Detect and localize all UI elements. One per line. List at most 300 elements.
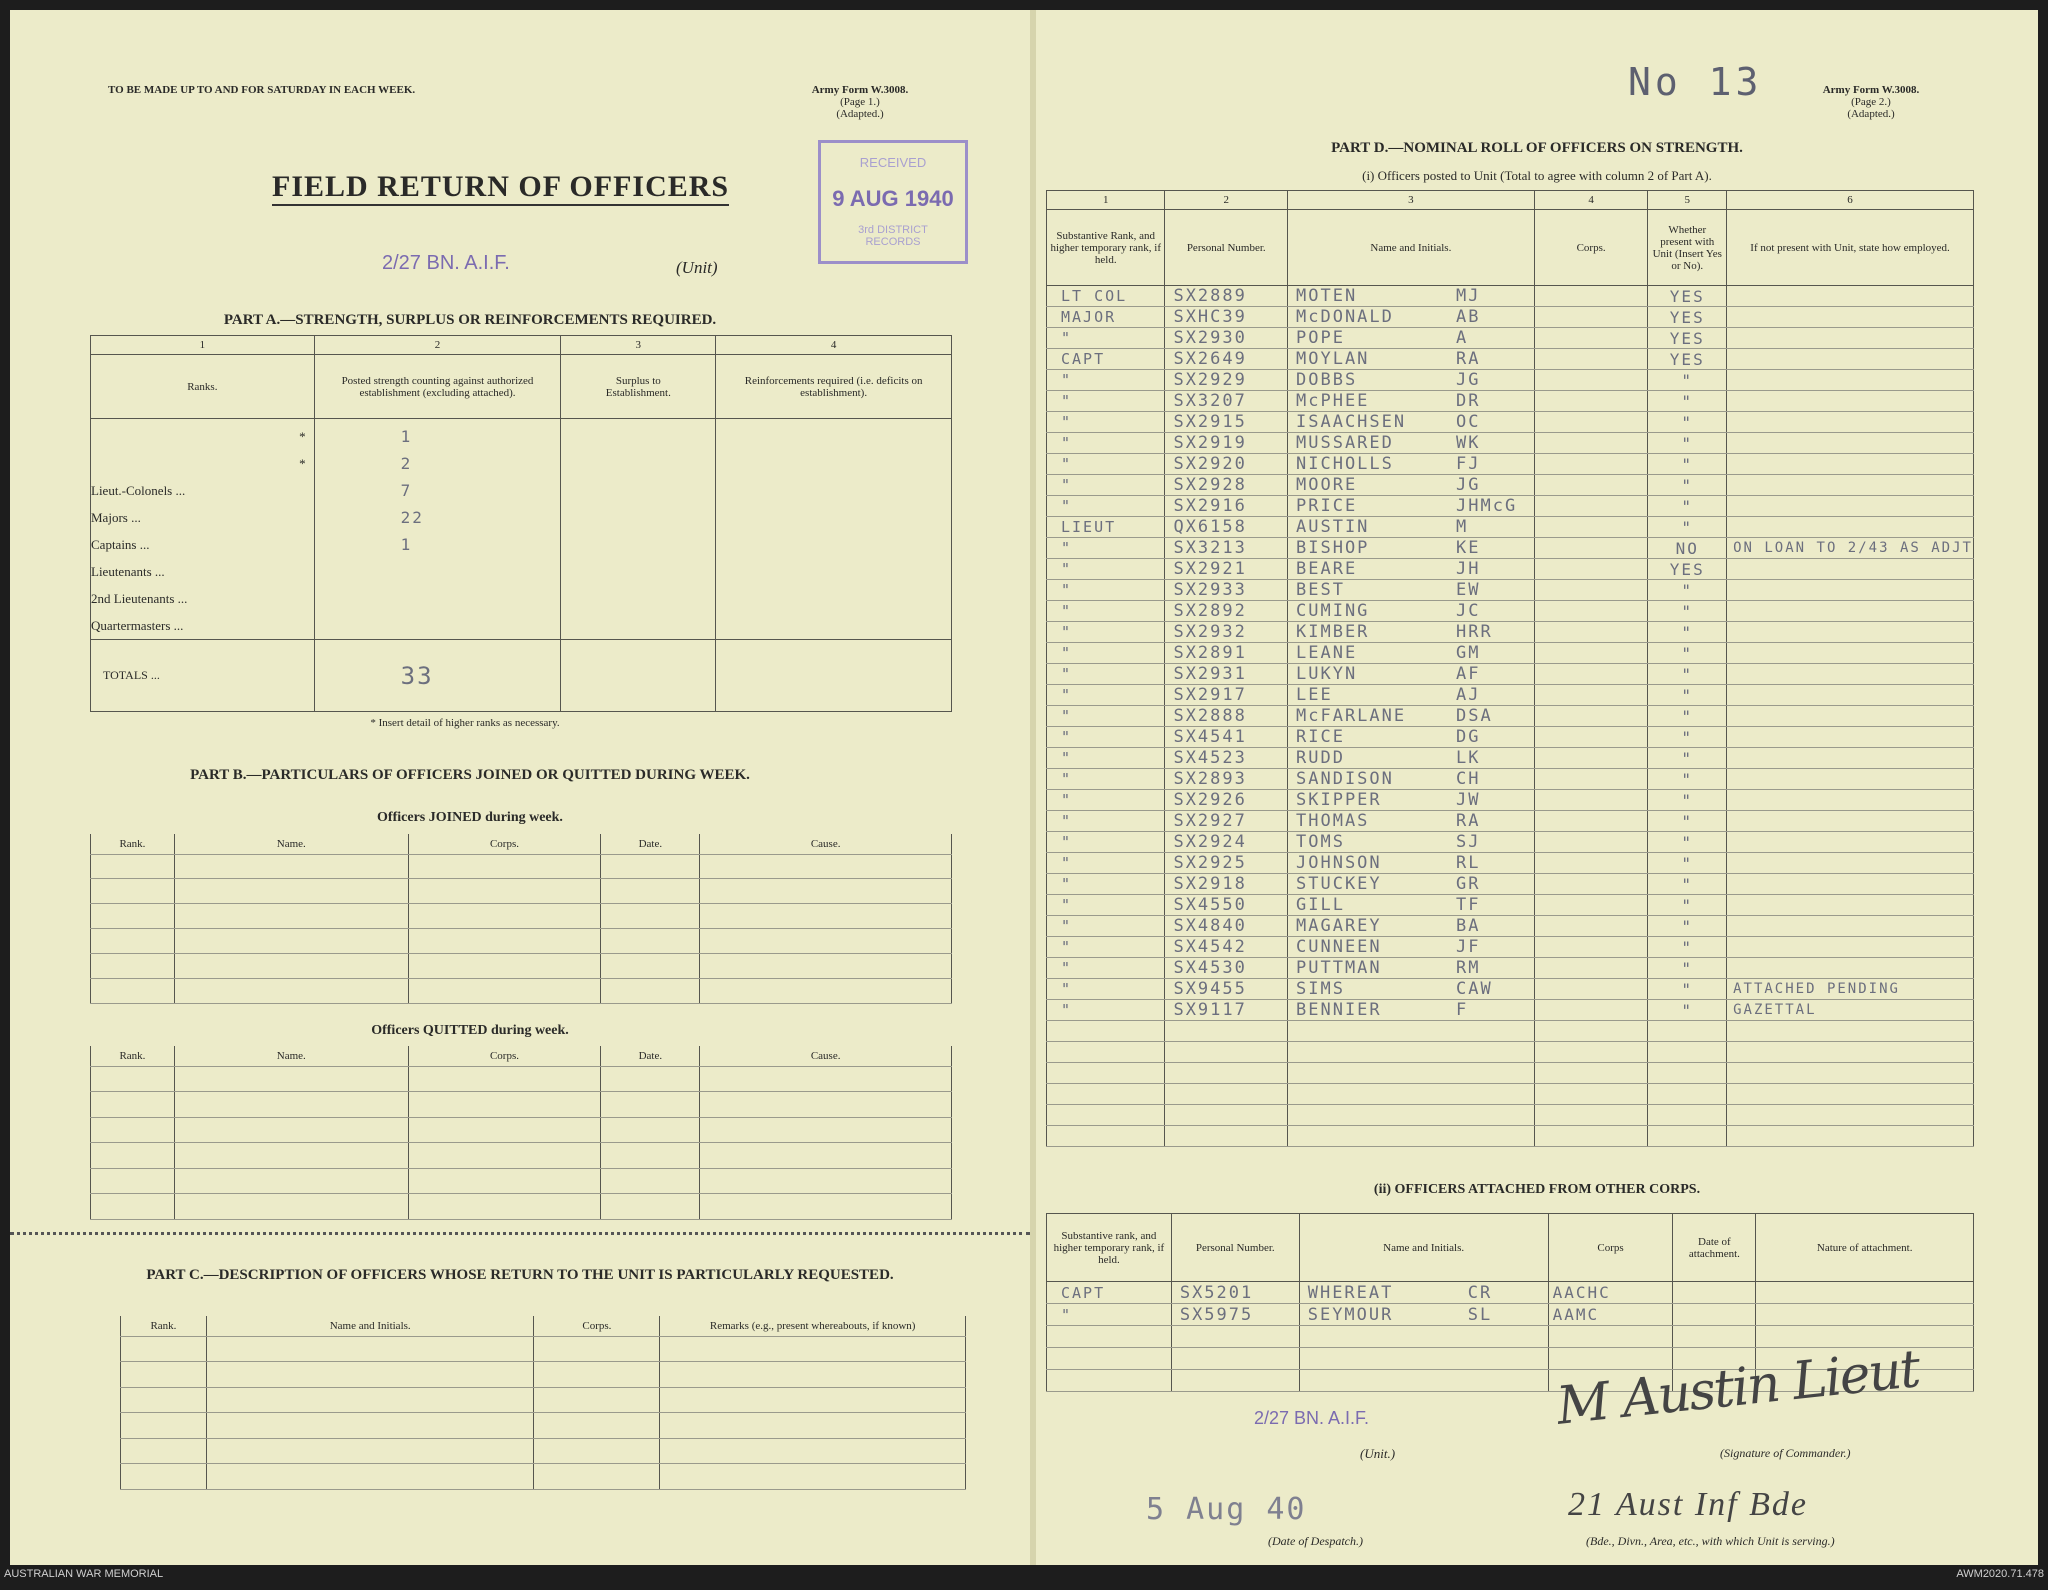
rank-cell: ": [1047, 643, 1165, 664]
posted-value: 1: [400, 427, 413, 446]
form-reference: [800, 84, 920, 120]
personal-number-cell: SX2925: [1165, 853, 1288, 874]
reinforcements-column: [716, 419, 952, 640]
surname: BEST: [1296, 580, 1345, 600]
personal-number-cell: SXHC39: [1165, 307, 1288, 328]
rank-cell: ": [1047, 748, 1165, 769]
present-cell: ": [1648, 706, 1727, 727]
rank-cell: ": [1047, 916, 1165, 937]
part-c-title: PART C.—DESCRIPTION OF OFFICERS WHOSE RETURN TO THE UNIT IS PARTICULARLY REQUESTED.: [146, 1267, 894, 1283]
employment-note-cell: [1727, 349, 1974, 370]
col-number: 5: [1648, 191, 1727, 210]
joined-title: Officers JOINED during week.: [377, 810, 563, 825]
corps-cell: [1534, 706, 1648, 727]
present-cell: ": [1648, 853, 1727, 874]
initials: LK: [1456, 748, 1481, 768]
form-page: (Page 1.): [840, 96, 880, 108]
name-cell: [1288, 832, 1535, 853]
table-row: [121, 1336, 966, 1362]
name-cell: [1288, 748, 1535, 769]
despatch-label: (Date of Despatch.): [1268, 1534, 1363, 1548]
initials: CAW: [1456, 979, 1493, 999]
rank-cell: [1047, 1063, 1165, 1084]
header-surplus: Surplus to Establishment.: [561, 355, 716, 419]
rank-row: *: [299, 456, 306, 471]
present-cell: ": [1648, 685, 1727, 706]
rank-cell: ": [1047, 937, 1165, 958]
initials: DR: [1456, 391, 1481, 411]
surname: MOYLAN: [1296, 349, 1370, 369]
table-row: [121, 1413, 966, 1439]
present-cell: [1648, 1042, 1727, 1063]
name-cell: [1288, 559, 1535, 580]
rank-cell: ": [1047, 601, 1165, 622]
table-row: [1047, 1282, 1974, 1304]
surname: MOTEN: [1296, 286, 1358, 306]
table-row: [1047, 832, 1974, 853]
header-corps: Corps.: [408, 834, 601, 854]
personal-number-cell: SX2921: [1165, 559, 1288, 580]
posted-value: 2: [400, 454, 413, 473]
present-cell: ": [1648, 475, 1727, 496]
personal-number-cell: [1171, 1348, 1299, 1370]
header-remarks: Remarks (e.g., present whereabouts, if known): [660, 1316, 966, 1336]
rank-cell: CAPT: [1047, 1282, 1172, 1304]
header-ranks: Ranks.: [91, 355, 315, 419]
name-cell: [1288, 391, 1535, 412]
col-number: 2: [314, 336, 561, 355]
present-cell: ": [1648, 391, 1727, 412]
col-number: 3: [1288, 191, 1535, 210]
corps-cell: [1534, 937, 1648, 958]
rank-cell: ": [1047, 580, 1165, 601]
table-row: [1047, 433, 1974, 454]
name-cell: [1288, 1042, 1535, 1063]
name-cell: [1288, 622, 1535, 643]
form-reference-right: [1806, 84, 1936, 120]
personal-number-cell: [1165, 1105, 1288, 1126]
table-row: [1047, 517, 1974, 538]
form-page: (Page 2.): [1851, 96, 1891, 108]
personal-number-cell: SX5201: [1171, 1282, 1299, 1304]
employment-note-cell: [1727, 601, 1974, 622]
personal-number-cell: SX2918: [1165, 874, 1288, 895]
header-corps: Corps.: [408, 1046, 601, 1066]
corps-cell: [1534, 454, 1648, 475]
surname: McPHEE: [1296, 391, 1370, 411]
present-cell: ": [1648, 937, 1727, 958]
header-rank: Substantive rank, and higher temporary rank, if held.: [1047, 1214, 1172, 1282]
table-row: [1047, 1326, 1974, 1348]
surname: TOMS: [1296, 832, 1345, 852]
name-cell: [1288, 601, 1535, 622]
present-cell: [1648, 1084, 1727, 1105]
date-cell: [1673, 1326, 1756, 1348]
corps-cell: [1534, 1042, 1648, 1063]
name-cell: [1288, 1021, 1535, 1042]
employment-note-cell: [1727, 370, 1974, 391]
personal-number-cell: SX2915: [1165, 412, 1288, 433]
initials: OC: [1456, 412, 1481, 432]
date-cell: [1673, 1282, 1756, 1304]
posted-value: 7: [400, 481, 413, 500]
surname: SANDISON: [1296, 769, 1394, 789]
present-cell: [1648, 1126, 1727, 1147]
header-corps: Corps.: [1534, 210, 1648, 286]
corps-cell: [1534, 916, 1648, 937]
rank-cell: ": [1047, 874, 1165, 895]
rank-cell: ": [1047, 1000, 1165, 1021]
surname: NICHOLLS: [1296, 454, 1394, 474]
header-present: Whether present with Unit (Insert Yes or No).: [1648, 210, 1727, 286]
header-personal-number: Personal Number.: [1171, 1214, 1299, 1282]
initials: RL: [1456, 853, 1481, 873]
personal-number-cell: SX2917: [1165, 685, 1288, 706]
rank-row: *: [299, 429, 306, 444]
personal-number-cell: SX2927: [1165, 811, 1288, 832]
rank-cell: [1047, 1348, 1172, 1370]
corps-cell: [1534, 958, 1648, 979]
personal-number-cell: SX9455: [1165, 979, 1288, 1000]
personal-number-cell: SX2889: [1165, 286, 1288, 307]
table-row: [121, 1464, 966, 1490]
table-row: [91, 1168, 952, 1194]
name-cell: [1288, 1000, 1535, 1021]
rank-cell: ": [1047, 538, 1165, 559]
employment-note-cell: [1727, 769, 1974, 790]
corps-cell: [1534, 580, 1648, 601]
rank-cell: LT COL: [1047, 286, 1165, 307]
ranks-column: [91, 419, 315, 640]
name-cell: [1288, 538, 1535, 559]
personal-number-cell: [1165, 1084, 1288, 1105]
corps-cell: [1534, 853, 1648, 874]
personal-number-cell: SX4840: [1165, 916, 1288, 937]
employment-note-cell: [1727, 664, 1974, 685]
name-cell: [1288, 496, 1535, 517]
present-cell: ": [1648, 958, 1727, 979]
employment-note-cell: [1727, 706, 1974, 727]
personal-number-cell: SX4550: [1165, 895, 1288, 916]
surname: CUNNEEN: [1296, 937, 1382, 957]
employment-note-cell: [1727, 958, 1974, 979]
table-row: [1047, 496, 1974, 517]
surname: MOORE: [1296, 475, 1358, 495]
rank-cell: ": [1047, 790, 1165, 811]
rank-cell: ": [1047, 979, 1165, 1000]
initials: F: [1456, 1000, 1469, 1020]
surname: PUTTMAN: [1296, 958, 1382, 978]
corps-cell: AAMC: [1548, 1304, 1673, 1326]
present-cell: [1648, 1021, 1727, 1042]
posted-column: [314, 419, 561, 640]
present-cell: YES: [1648, 349, 1727, 370]
employment-note-cell: [1727, 853, 1974, 874]
present-cell: YES: [1648, 559, 1727, 580]
corps-cell: [1534, 307, 1648, 328]
present-cell: YES: [1648, 328, 1727, 349]
employment-note-cell: [1727, 307, 1974, 328]
table-row: [1047, 307, 1974, 328]
rank-cell: [1047, 1084, 1165, 1105]
table-row: [1047, 1304, 1974, 1326]
employment-note-cell: ON LOAN TO 2/43 AS ADJT: [1727, 538, 1974, 559]
rank-cell: ": [1047, 811, 1165, 832]
table-row: [91, 904, 952, 929]
present-cell: ": [1648, 748, 1727, 769]
initials: JG: [1456, 370, 1481, 390]
table-row: [1047, 1126, 1974, 1147]
right-page: [1036, 10, 2038, 1565]
credit-left: AUSTRALIAN WAR MEMORIAL: [4, 1568, 164, 1580]
employment-note-cell: ATTACHED PENDING: [1727, 979, 1974, 1000]
corps-cell: [1534, 748, 1648, 769]
surname: KIMBER: [1296, 622, 1370, 642]
initials: FJ: [1456, 454, 1481, 474]
credit-right: AWM2020.71.478: [1956, 1568, 2044, 1580]
unit-stamp: 2/27 BN. A.I.F.: [382, 252, 510, 274]
surname: GILL: [1296, 895, 1345, 915]
employment-note-cell: [1727, 685, 1974, 706]
header-rank: Substantive Rank, and higher temporary rank, if held.: [1047, 210, 1165, 286]
surname: SEYMOUR: [1307, 1304, 1394, 1325]
corps-cell: [1534, 979, 1648, 1000]
employment-note-cell: [1727, 1084, 1974, 1105]
brigade-value: 21 Aust Inf Bde: [1568, 1486, 1808, 1523]
name-cell: [1299, 1348, 1548, 1370]
col-number: 4: [716, 336, 952, 355]
table-row: [121, 1362, 966, 1388]
present-cell: ": [1648, 916, 1727, 937]
initials: DG: [1456, 727, 1481, 747]
header-name: Name and Initials.: [1299, 1214, 1548, 1282]
name-cell: [1288, 853, 1535, 874]
present-cell: NO: [1648, 538, 1727, 559]
table-row: [1047, 1063, 1974, 1084]
initials: JW: [1456, 790, 1481, 810]
rank-row: Lieut.-Colonels ...: [91, 483, 186, 498]
totals-surplus: [561, 640, 716, 712]
name-cell: [1299, 1370, 1548, 1392]
rank-cell: ": [1047, 496, 1165, 517]
name-cell: [1288, 643, 1535, 664]
rank-row: Lieutenants ...: [91, 564, 165, 579]
corps-cell: [1534, 895, 1648, 916]
name-cell: [1288, 580, 1535, 601]
corps-cell: [1534, 1105, 1648, 1126]
corps-cell: [1534, 538, 1648, 559]
corps-cell: [1534, 391, 1648, 412]
table-row: [1047, 706, 1974, 727]
part-a-title: PART A.—STRENGTH, SURPLUS OR REINFORCEMENTS REQUIRED.: [223, 312, 717, 328]
table-row: [1047, 979, 1974, 1000]
employment-note-cell: [1727, 916, 1974, 937]
initials: RA: [1456, 811, 1481, 831]
surname: RICE: [1296, 727, 1345, 747]
col-number: 3: [561, 336, 716, 355]
employment-note-cell: [1727, 391, 1974, 412]
rank-cell: ": [1047, 685, 1165, 706]
table-row: [91, 1117, 952, 1143]
corps-cell: [1534, 559, 1648, 580]
present-cell: ": [1648, 832, 1727, 853]
employment-note-cell: [1727, 895, 1974, 916]
initials: AF: [1456, 664, 1481, 684]
rank-cell: ": [1047, 727, 1165, 748]
form-name: Army Form W.3008.: [811, 84, 909, 96]
rank-cell: LIEUT: [1047, 517, 1165, 538]
table-row: [1047, 811, 1974, 832]
stamp-records: RECORDS: [865, 236, 921, 248]
table-row: [1047, 538, 1974, 559]
table-row: [91, 1194, 952, 1220]
surplus-column: [561, 419, 716, 640]
personal-number-cell: [1171, 1326, 1299, 1348]
personal-number-cell: SX2933: [1165, 580, 1288, 601]
surname: LEANE: [1296, 643, 1358, 663]
corps-cell: [1534, 664, 1648, 685]
initials: RM: [1456, 958, 1481, 978]
personal-number-cell: SX2928: [1165, 475, 1288, 496]
name-cell: [1299, 1304, 1548, 1326]
initials: DSA: [1456, 706, 1493, 726]
brigade-label: (Bde., Divn., Area, etc., with which Unit is serving.): [1586, 1534, 1835, 1548]
name-cell: [1288, 517, 1535, 538]
name-cell: [1288, 1126, 1535, 1147]
name-cell: [1288, 475, 1535, 496]
nature-cell: [1756, 1282, 1974, 1304]
corps-cell: [1534, 874, 1648, 895]
surname: SIMS: [1296, 979, 1345, 999]
corps-cell: [1534, 517, 1648, 538]
page-title: FIELD RETURN OF OFFICERS: [272, 170, 729, 206]
header-name-initials: Name and Initials.: [206, 1316, 534, 1336]
initials: MJ: [1456, 286, 1481, 306]
rank-cell: [1047, 1021, 1165, 1042]
unit-stamp-right: 2/27 BN. A.I.F.: [1254, 1408, 1370, 1428]
present-cell: ": [1648, 664, 1727, 685]
surname: POPE: [1296, 328, 1345, 348]
name-cell: [1288, 454, 1535, 475]
corps-cell: [1534, 643, 1648, 664]
corps-cell: [1534, 286, 1648, 307]
stamp-received: RECEIVED: [859, 155, 927, 170]
personal-number-cell: SX2930: [1165, 328, 1288, 349]
form-adapted: (Adapted.): [1847, 108, 1895, 120]
quitted-table: [90, 1046, 952, 1220]
personal-number-cell: [1165, 1126, 1288, 1147]
corps-cell: [1534, 832, 1648, 853]
personal-number-cell: SX2920: [1165, 454, 1288, 475]
form-adapted: (Adapted.): [836, 108, 884, 120]
table-row: [91, 854, 952, 879]
personal-number-cell: SX2916: [1165, 496, 1288, 517]
personal-number-cell: SX4542: [1165, 937, 1288, 958]
table-row: [1047, 748, 1974, 769]
present-cell: ": [1648, 412, 1727, 433]
employment-note-cell: [1727, 433, 1974, 454]
employment-note-cell: [1727, 643, 1974, 664]
employment-note-cell: [1727, 727, 1974, 748]
form-name: Army Form W.3008.: [1822, 84, 1920, 96]
rank-cell: [1047, 1042, 1165, 1063]
personal-number-cell: SX2924: [1165, 832, 1288, 853]
present-cell: ": [1648, 727, 1727, 748]
header-rank: Rank.: [91, 1046, 175, 1066]
header-employed: If not present with Unit, state how employed.: [1727, 210, 1974, 286]
present-cell: ": [1648, 454, 1727, 475]
initials: TF: [1456, 895, 1481, 915]
name-cell: [1299, 1282, 1548, 1304]
table-row: [91, 879, 952, 904]
employment-note-cell: [1727, 328, 1974, 349]
present-cell: ": [1648, 601, 1727, 622]
corps-cell: [1534, 475, 1648, 496]
personal-number-cell: [1171, 1370, 1299, 1392]
employment-note-cell: [1727, 454, 1974, 475]
present-cell: ": [1648, 769, 1727, 790]
joined-table: [90, 834, 952, 1004]
table-row: [1047, 685, 1974, 706]
present-cell: ": [1648, 790, 1727, 811]
initials: AJ: [1456, 685, 1481, 705]
quitted-title: Officers QUITTED during week.: [371, 1023, 569, 1038]
name-cell: [1288, 370, 1535, 391]
nature-cell: [1756, 1304, 1974, 1326]
initials: RA: [1456, 349, 1481, 369]
header-corps: Corps.: [534, 1316, 660, 1336]
table-row: [1047, 643, 1974, 664]
corps-cell: [1534, 328, 1648, 349]
name-cell: [1288, 1105, 1535, 1126]
initials: HRR: [1456, 622, 1493, 642]
present-cell: YES: [1648, 286, 1727, 307]
header-cause: Cause.: [700, 834, 952, 854]
employment-note-cell: [1727, 496, 1974, 517]
table-row: [1047, 1042, 1974, 1063]
rank-cell: ": [1047, 706, 1165, 727]
surname: SKIPPER: [1296, 790, 1382, 810]
corps-cell: [1534, 1063, 1648, 1084]
personal-number-cell: SX5975: [1171, 1304, 1299, 1326]
present-cell: ": [1648, 979, 1727, 1000]
surname: BISHOP: [1296, 538, 1370, 558]
table-row: [91, 979, 952, 1004]
rank-row: 2nd Lieutenants ...: [91, 591, 188, 606]
part-a-table: [90, 335, 952, 712]
personal-number-cell: [1165, 1021, 1288, 1042]
present-cell: ": [1648, 496, 1727, 517]
rank-cell: ": [1047, 412, 1165, 433]
table-row: [1047, 853, 1974, 874]
table-row: [1047, 601, 1974, 622]
table-row: [1047, 790, 1974, 811]
name-cell: [1299, 1326, 1548, 1348]
corps-cell: [1534, 601, 1648, 622]
nominal-roll-body: [1047, 286, 1974, 1147]
name-cell: [1288, 664, 1535, 685]
signature-label: (Signature of Commander.): [1720, 1446, 1851, 1460]
employment-note-cell: [1727, 1021, 1974, 1042]
name-cell: [1288, 286, 1535, 307]
rank-cell: ": [1047, 475, 1165, 496]
surname: McFARLANE: [1296, 706, 1407, 726]
rank-cell: ": [1047, 832, 1165, 853]
despatch-date: 5 Aug 40: [1146, 1492, 1307, 1527]
left-page: [10, 10, 1030, 1565]
present-cell: [1648, 1063, 1727, 1084]
unit-label-right: (Unit.): [1360, 1446, 1396, 1461]
